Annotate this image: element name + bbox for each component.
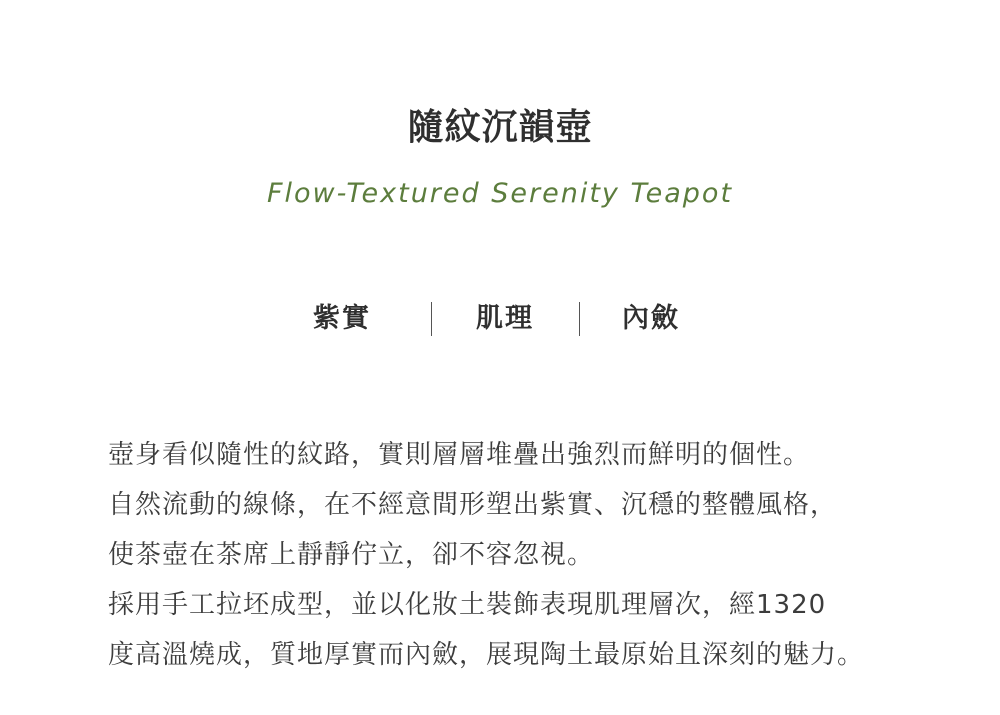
description-line: 使茶壺在茶席上靜靜佇立，卻不容忽視。: [108, 540, 595, 570]
description-line: 採用手工拉坯成型，並以化妝土裝飾表現肌理層次，經1320: [108, 590, 827, 620]
keyword-restraint: 內斂: [622, 303, 680, 334]
description-line: 自然流動的線條，在不經意間形塑出紫實、沉穩的整體風格，: [108, 490, 838, 520]
description-line: 壺身看似隨性的紋路，實則層層堆疊出強烈而鮮明的個性。: [108, 440, 811, 470]
keyword-purple-solid: 紫實: [313, 303, 371, 334]
product-subtitle: Flow-Textured Serenity Teapot: [266, 178, 734, 209]
product-description: [108, 430, 968, 680]
keyword-texture: 肌理: [476, 303, 534, 334]
keyword-row: [0, 300, 1000, 338]
keyword-divider: [579, 302, 580, 336]
description-line: 度高溫燒成，質地厚實而內斂，展現陶土最原始且深刻的魅力。: [108, 640, 865, 670]
product-title: 隨紋沉韻壺: [407, 107, 593, 148]
keyword-divider: [431, 302, 432, 336]
